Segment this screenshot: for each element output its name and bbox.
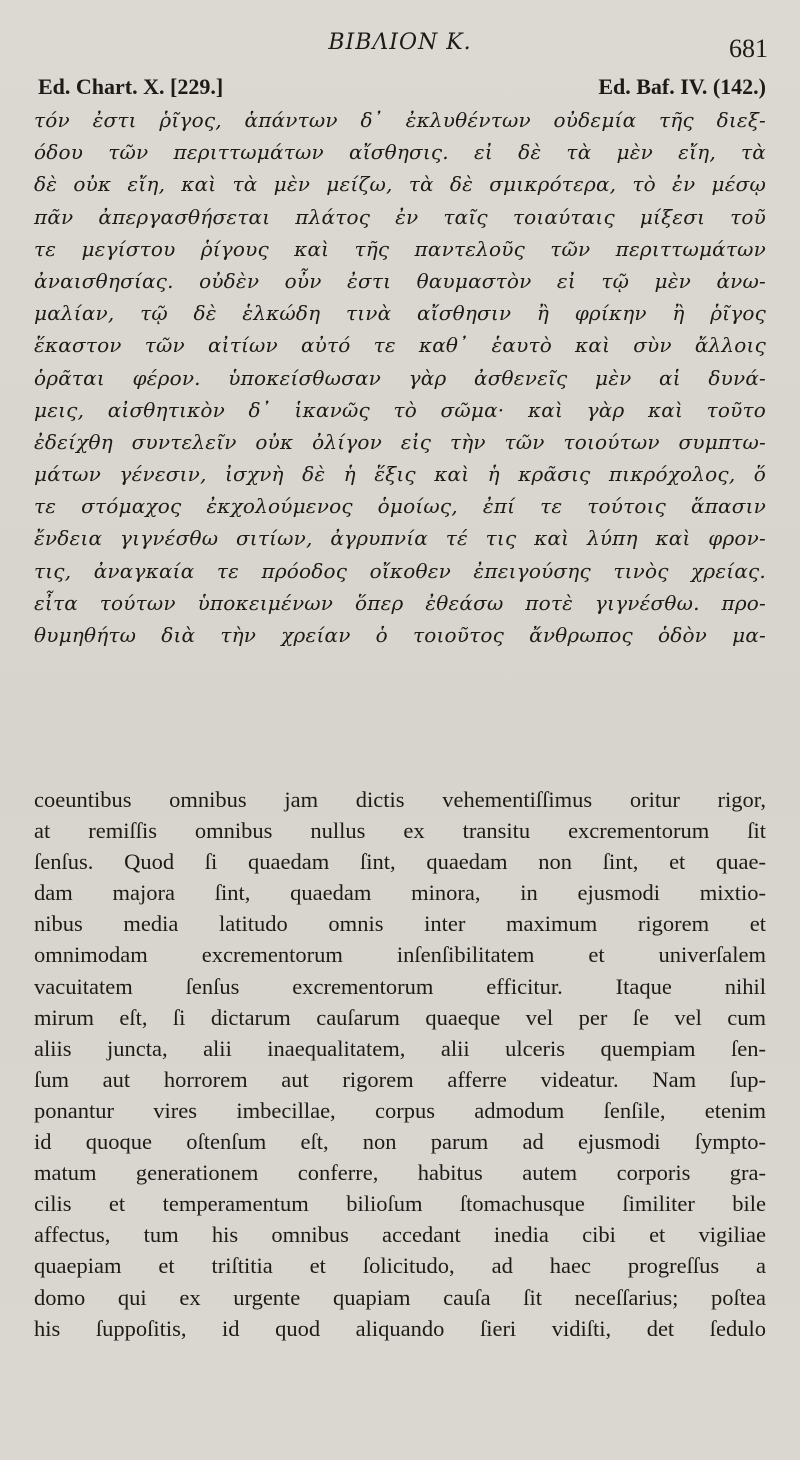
greek-text-line: τις, ἀναγκαία τε πρόοδος οἴκοθεν ἐπειγούσης τινὸς χρείας. [34, 558, 766, 583]
running-title: BIBΛΙΟΝ K. [328, 30, 472, 55]
greek-text-line: όδου τῶν περιττωμάτων αἴσθησις. εἰ δὲ τὰ μὲν εἴη, τὰ [34, 140, 766, 165]
edition-reference-chartier: Ed. Chart. X. [229.] [38, 74, 224, 99]
page-number: 681 [729, 34, 768, 63]
latin-text-line: ponantur vires imbecillae, corpus admodum ſenſile, etenim [34, 1097, 766, 1123]
greek-text-line: ἔνδεια γιγνέσθω σιτίων, ἀγρυπνία τέ τις καὶ λύπη καὶ φρον- [34, 526, 766, 551]
greek-text-line: ἀναισθησίας. οὐδὲν οὖν ἐστι θαυμαστὸν εἰ τῷ μὲν ἀνω- [34, 268, 766, 293]
latin-text-line: aliis juncta, alii inaequalitatem, alii ulceris quempiam ſen- [34, 1035, 766, 1061]
latin-text-line: affectus, tum his omnibus accedant inedia cibi et vigiliae [34, 1222, 766, 1248]
latin-text-line: ſenſus. Quod ſi quaedam ſint, quaedam non ſint, et quae- [34, 849, 766, 875]
latin-text-line: domo qui ex urgente quapiam cauſa ſit neceſſarius; poſtea [34, 1284, 766, 1310]
latin-text-line: quaepiam et triſtitia et ſolicitudo, ad haec progreſſus a [34, 1253, 766, 1279]
greek-text-line: δὲ οὐκ εἴη, καὶ τὰ μὲν μείζω, τὰ δὲ σμικρότερα, τὸ ἐν μέσῳ [34, 172, 766, 197]
latin-text-line: id quoque oſtenſum eſt, non parum ad ejusmodi ſympto- [34, 1129, 766, 1155]
edition-reference-basel: Ed. Baf. IV. (142.) [598, 74, 766, 99]
latin-text-line: coeuntibus omnibus jam dictis vehementiſſimus oritur rigor, [34, 787, 766, 812]
greek-text-line: ἐδείχθη συντελεῖν οὐκ ὀλίγον εἰς τὴν τῶν τοιούτων συμπτω- [34, 429, 766, 454]
greek-text-line: πᾶν ἀπεργασθήσεται πλάτος ἐν ταῖς τοιαύταις μίξεσι τοῦ [34, 204, 766, 229]
greek-text-line: τόν ἐστι ῥῖγος, ἁπάντων δ᾽ ἐκλυθέντων οὐδεμία τῆς διεξ- [34, 108, 766, 132]
greek-text-line: μαλίαν, τῷ δὲ ἑλκώδη τινὰ αἴσθησιν ἢ φρίκην ἢ ῥῖγος [34, 301, 766, 326]
latin-text-block [34, 784, 766, 1344]
greek-text-line: τε μεγίστου ῥίγους καὶ τῆς παντελοῦς τῶν περιττωμάτων [34, 236, 766, 261]
latin-text-line: dam majora ſint, quaedam minora, in ejusmodi mixtio- [34, 880, 766, 906]
latin-text-line: matum generationem conferre, habitus autem corporis gra- [34, 1160, 766, 1186]
greek-text-line: τε στόμαχος ἐκχολούμενος ὁμοίως, ἐπί τε τούτοις ἅπασιν [34, 494, 766, 519]
greek-text-line: μάτων γένεσιν, ἰσχνὴ δὲ ἡ ἕξις καὶ ἡ κρᾶσις πικρόχολος, ὅ [34, 462, 766, 487]
greek-text-line: θυμηθήτω διὰ τὴν χρείαν ὁ τοιοῦτος ἄνθρωπος ὁδὸν μα- [34, 623, 766, 647]
latin-text-line: omnimodam excrementorum inſenſibilitatem et univerſalem [34, 942, 766, 968]
latin-text-line: mirum eſt, ſi dictarum cauſarum quaeque vel per ſe vel cum [34, 1004, 766, 1030]
latin-text-line: vacuitatem ſenſus excrementorum efficitur. Itaque nihil [34, 973, 766, 999]
greek-text-line: ὁρᾶται φέρον. ὑποκείσθωσαν γὰρ ἀσθενεῖς μὲν αἱ δυνά- [34, 365, 766, 390]
greek-text-line: εἶτα τούτων ὑποκειμένων ὅπερ ἐθεάσω ποτὲ γιγνέσθω. προ- [34, 590, 766, 615]
latin-text-line: ſum aut horrorem aut rigorem afferre videatur. Nam ſup- [34, 1066, 766, 1092]
latin-text-line: at remiſſis omnibus nullus ex transitu excrementorum ſit [34, 818, 766, 844]
greek-text-line: ἕκαστον τῶν αἰτίων αὐτό τε καθ᾽ ἑαυτὸ καὶ σὺν ἄλλοις [34, 333, 766, 358]
greek-text-line: μεις, αἰσθητικὸν δ᾽ ἱκανῶς τὸ σῶμα· καὶ γὰρ καὶ τοῦτο [34, 397, 766, 422]
greek-text-block [34, 104, 766, 651]
latin-text-line: cilis et temperamentum bilioſum ſtomachusque ſimiliter bile [34, 1191, 766, 1217]
latin-text-line: his ſuppoſitis, id quod aliquando ſieri vidiſti, det ſedulo [34, 1315, 766, 1341]
latin-text-line: nibus media latitudo omnis inter maximum rigorem et [34, 911, 766, 937]
